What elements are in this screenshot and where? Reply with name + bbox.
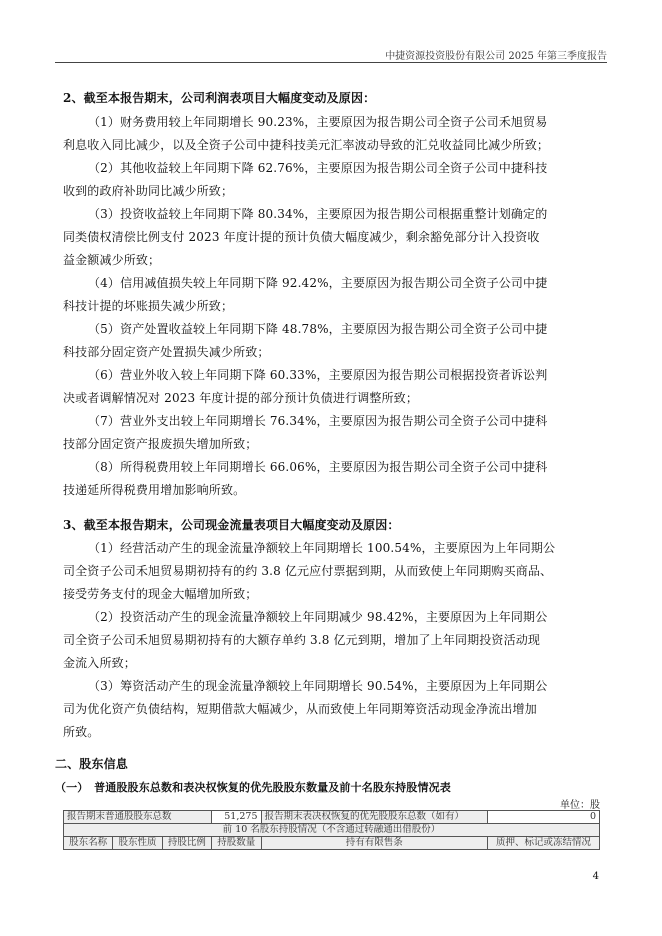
s3-line-1: （1）经营活动产生的现金流量净额较上年同期增长 100.54%，主要原因为上年同期公 <box>88 541 556 555</box>
s2-line-12: （6）营业外收入较上年同期下降 60.33%，主要原因为报告期公司根据投资者诉讼判 <box>88 368 548 382</box>
subsection-1-title: （一） 普通股股东总数和表决权恢复的优先股股东数量及前十名股东持股情况表 <box>55 781 451 794</box>
s3-line-9: 所致。 <box>63 725 100 739</box>
s2-line-10: （5）资产处置收益较上年同期下降 48.78%，主要原因为报告期公司全资子公司中捷 <box>88 322 548 336</box>
s3-line-4: （2）投资活动产生的现金流量净额较上年同期减少 98.42%，主要原因为上年同期公 <box>88 610 548 624</box>
s2-line-16: （8）所得税费用较上年同期增长 66.06%，主要原因为报告期公司全资子公司中捷科 <box>88 460 548 474</box>
s2-line-14: （7）营业外支出较上年同期增长 76.34%，主要原因为报告期公司全资子公司中捷科 <box>88 414 548 428</box>
s3-line-2: 司全资子公司禾旭贸易期初持有的约 3.8 亿元应付票据到期，从而致使上年同期购买商品、 <box>63 564 553 578</box>
header-rule <box>55 62 607 63</box>
s3-line-5: 司全资子公司禾旭贸易期初持有的大额存单约 3.8 亿元到期，增加了上年同期投资活动现 <box>63 633 541 647</box>
table-header-row <box>64 837 600 850</box>
s2-line-7: 益金额减少所致； <box>63 253 161 267</box>
s2-line-4: 收到的政府补助同比减少所致； <box>63 184 234 198</box>
s2-line-17: 技递延所得税费用增加影响所致。 <box>63 483 246 497</box>
section-3-title: 3、截至本报告期末，公司现金流量表项目大幅度变动及原因： <box>63 518 400 532</box>
col-header: 质押、标记或冻结情况 <box>488 837 600 850</box>
s2-line-9: 科技计提的坏账损失减少所致； <box>63 299 234 313</box>
s3-line-8: 司为优化资产负债结构，短期借款大幅减少，从而致使上年同期筹资活动现金净流出增加 <box>63 702 537 716</box>
s2-line-3: （2）其他收益较上年同期下降 62.76%，主要原因为报告期公司全资子公司中捷科技 <box>88 161 548 175</box>
s3-line-7: （3）筹资活动产生的现金流量净额较上年同期增长 90.54%，主要原因为上年同期公 <box>88 679 548 693</box>
s3-line-6: 金流入所致； <box>63 656 136 670</box>
part-2-title: 二、股东信息 <box>55 757 128 771</box>
col-header: 持股数量 <box>212 837 261 850</box>
s2-line-8: （4）信用减值损失较上年同期下降 92.42%，主要原因为报告期公司全资子公司中捷 <box>88 276 548 290</box>
section-2-title: 2、截至本报告期末，公司利润表项目大幅度变动及原因： <box>63 91 376 105</box>
preferred-shareholders-label: 报告期末表决权恢复的优先股股东总数（如有） <box>261 811 488 824</box>
unit-label: 单位：股 <box>560 800 600 811</box>
total-shareholders-label: 报告期末普通股股东总数 <box>64 811 212 824</box>
page-header: 中捷资源投资股份有限公司 2025 年第三季度报告 <box>385 51 607 62</box>
shareholder-table <box>63 810 600 850</box>
top10-caption: 前 10 名股东持股情况（不含通过转融通出借股份） <box>64 824 600 837</box>
col-header: 持股比例 <box>162 837 211 850</box>
s2-line-6: 同类债权清偿比例支付 2023 年度计提的预计负债大幅度减少，剩余豁免部分计入投资收 <box>63 230 540 244</box>
preferred-shareholders-value: 0 <box>488 811 600 824</box>
s2-line-5: （3）投资收益较上年同期下降 80.34%，主要原因为报告期公司根据重整计划确定的 <box>88 207 548 221</box>
col-header: 股东名称 <box>64 837 113 850</box>
s2-line-11: 科技部分固定资产处置损失减少所致； <box>63 345 270 359</box>
col-header: 股东性质 <box>113 837 162 850</box>
s2-line-15: 技部分固定资产报废损失增加所致； <box>63 437 258 451</box>
s2-line-1: （1）财务费用较上年同期增长 90.23%，主要原因为报告期公司全资子公司禾旭贸易 <box>88 115 548 129</box>
col-header: 持有有限售条 <box>261 837 488 850</box>
s2-line-13: 决或者调解情况对 2023 年度计提的部分预计负债进行调整所致； <box>63 391 418 405</box>
s2-line-2: 利息收入同比减少，以及全资子公司中捷科技美元汇率波动导致的汇兑收益同比减少所致； <box>63 138 550 152</box>
table-row <box>64 824 600 837</box>
total-shareholders-value: 51,275 <box>212 811 261 824</box>
s3-line-3: 接受劳务支付的现金大幅增加所致； <box>63 587 258 601</box>
page-number: 4 <box>592 871 599 882</box>
table-row <box>64 811 600 824</box>
